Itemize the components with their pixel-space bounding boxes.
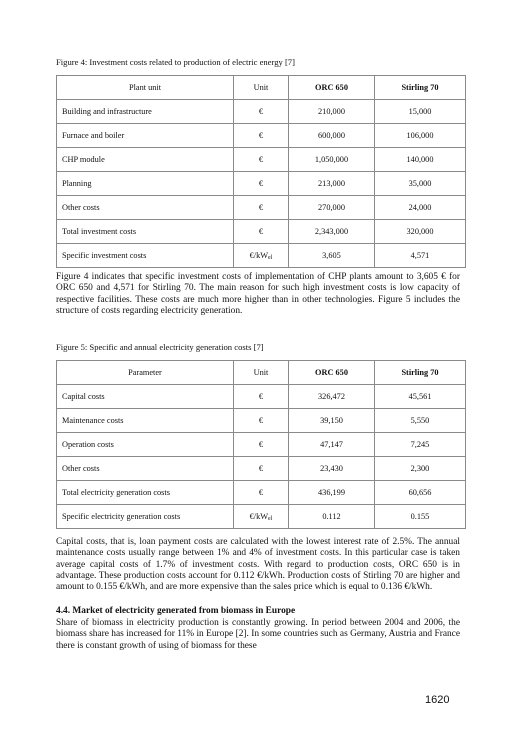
row-label: Building and infrastructure (57, 100, 234, 124)
row-stirling-70-value: 0.155 (375, 505, 466, 529)
unit-subscript: el (268, 515, 273, 522)
row-label: Total electricity generation costs (57, 481, 234, 505)
table-row (57, 124, 466, 148)
row-unit: € (234, 148, 289, 172)
header-unit: Unit (234, 76, 289, 100)
row-orc-650-value: 0.112 (289, 505, 375, 529)
paragraph-figure4-discussion: Figure 4 indicates that specific investment costs of implementation of CHP plants amount to 3,605 € for ORC 650 and 4,571 for Stirling 70. The main reason for such high investment costs is low capacity of respective facilities. These costs are much more higher than in other technologies. Figure 5 includes the structure of costs regarding electricity generation. (56, 272, 460, 316)
row-orc-650-value: 2,343,000 (289, 220, 375, 244)
row-label: Capital costs (57, 385, 234, 409)
table-row (57, 409, 466, 433)
header-stirling-70: Stirling 70 (375, 361, 466, 385)
row-unit: € (234, 100, 289, 124)
section-heading: 4.4. Market of electricity generated from biomass in Europe (56, 606, 296, 616)
figure-5-caption: Figure 5: Specific and annual electricity generation costs [7] (56, 342, 264, 352)
table-row (57, 148, 466, 172)
row-label: Maintenance costs (57, 409, 234, 433)
row-stirling-70-value: 140,000 (375, 148, 466, 172)
row-stirling-70-value: 24,000 (375, 196, 466, 220)
row-label: Specific electricity generation costs (57, 505, 234, 529)
row-stirling-70-value: 45,561 (375, 385, 466, 409)
generation-costs-table (56, 360, 466, 529)
header-stirling-70: Stirling 70 (375, 76, 466, 100)
header-orc-650: ORC 650 (289, 361, 375, 385)
table-row (57, 100, 466, 124)
row-label: Other costs (57, 457, 234, 481)
row-orc-650-value: 39,150 (289, 409, 375, 433)
row-orc-650-value: 1,050,000 (289, 148, 375, 172)
row-unit: € (234, 124, 289, 148)
row-unit: € (234, 220, 289, 244)
row-label: Total investment costs (57, 220, 234, 244)
row-orc-650-value: 210,000 (289, 100, 375, 124)
row-stirling-70-value: 35,000 (375, 172, 466, 196)
table-row (57, 457, 466, 481)
header-plant-unit: Plant unit (57, 76, 234, 100)
row-stirling-70-value: 320,000 (375, 220, 466, 244)
unit-subscript: el (268, 254, 273, 261)
header-unit: Unit (234, 361, 289, 385)
row-stirling-70-value: 4,571 (375, 244, 466, 268)
row-stirling-70-value: 7,245 (375, 433, 466, 457)
row-label: Other costs (57, 196, 234, 220)
row-label: Operation costs (57, 433, 234, 457)
row-unit: € (234, 385, 289, 409)
page-number: 1620 (425, 694, 450, 706)
table-row (57, 244, 466, 268)
table-header-row (57, 76, 466, 100)
table-row (57, 220, 466, 244)
investment-costs-table (56, 75, 466, 268)
table-row (57, 481, 466, 505)
row-orc-650-value: 3,605 (289, 244, 375, 268)
row-unit: € (234, 196, 289, 220)
header-parameter: Parameter (57, 361, 234, 385)
row-orc-650-value: 47,147 (289, 433, 375, 457)
row-orc-650-value: 436,199 (289, 481, 375, 505)
row-label: Specific investment costs (57, 244, 234, 268)
row-label: CHP module (57, 148, 234, 172)
figure-4-caption: Figure 4: Investment costs related to production of electric energy [7] (56, 57, 295, 67)
row-orc-650-value: 270,000 (289, 196, 375, 220)
row-orc-650-value: 326,472 (289, 385, 375, 409)
row-orc-650-value: 600,000 (289, 124, 375, 148)
row-label: Planning (57, 172, 234, 196)
row-orc-650-value: 213,000 (289, 172, 375, 196)
table-row (57, 172, 466, 196)
table-row (57, 385, 466, 409)
row-unit: $€/kW_{el}$ (234, 505, 289, 529)
row-unit: $€/kW_{el}$ (234, 244, 289, 268)
row-unit: € (234, 172, 289, 196)
row-unit: € (234, 433, 289, 457)
row-stirling-70-value: 60,656 (375, 481, 466, 505)
row-stirling-70-value: 2,300 (375, 457, 466, 481)
row-label: Furnace and boiler (57, 124, 234, 148)
row-orc-650-value: 23,430 (289, 457, 375, 481)
table-header-row (57, 361, 466, 385)
header-orc-650: ORC 650 (289, 76, 375, 100)
row-unit: € (234, 457, 289, 481)
table-row (57, 196, 466, 220)
row-stirling-70-value: 106,000 (375, 124, 466, 148)
row-stirling-70-value: 15,000 (375, 100, 466, 124)
table-row (57, 505, 466, 529)
row-stirling-70-value: 5,550 (375, 409, 466, 433)
paragraph-capital-costs: Capital costs, that is, loan payment costs are calculated with the lowest interest rate of 2.5%. The annual maintenance costs usually range between 1% and 4% of investment costs. In this particular case is taken average capital costs of 1.7% of investment costs. With regard to production costs, ORC 650 is in advantage. These production costs account for 0.112 €/kWh. Production costs of Stirling 70 are higher and amount to 0.155 €/kWh, and are more expensive than the sales price which is equal to 0.136 €/kWh. (56, 537, 460, 593)
row-unit: € (234, 481, 289, 505)
table-row (57, 433, 466, 457)
row-unit: € (234, 409, 289, 433)
paragraph-biomass-market: Share of biomass in electricity production is constantly growing. In period between 2004 and 2006, the biomass share has increased for 11% in Europe [2]. In some countries such as Germany, Austria and France there is constant growth of using of biomass for these (56, 618, 460, 651)
